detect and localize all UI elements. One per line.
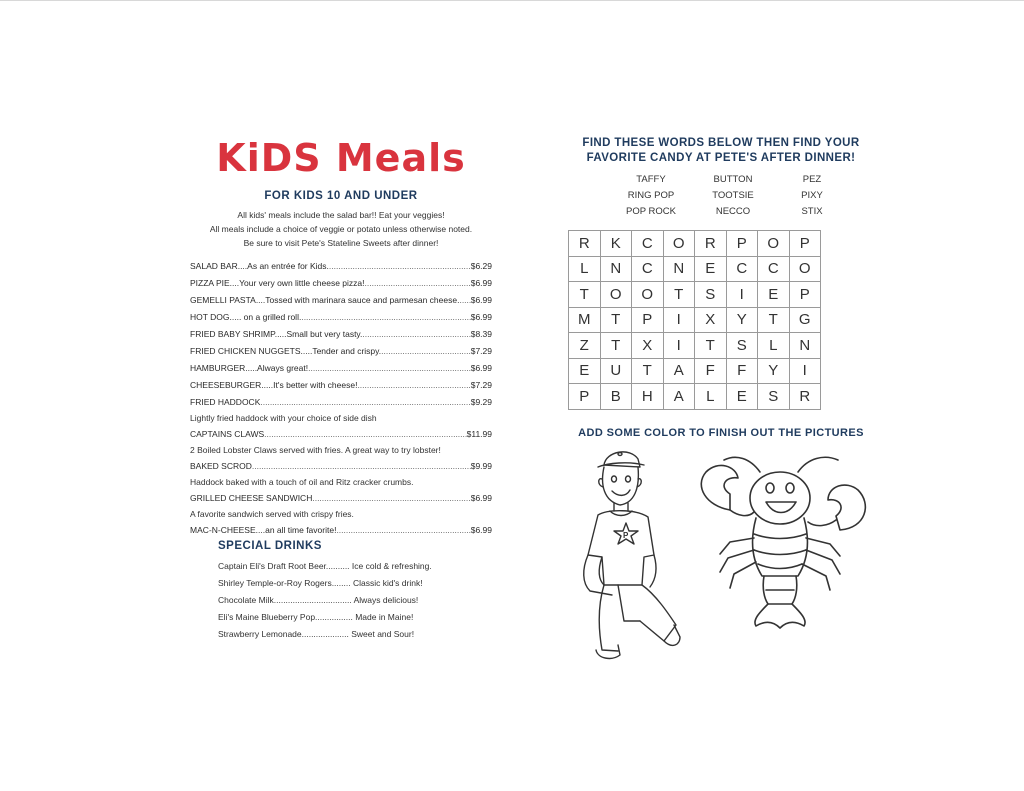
intro-text [190, 208, 492, 250]
grid-cell: A [663, 384, 695, 410]
grid-cell: Y [758, 358, 790, 384]
menu-item-description: 2 Boiled Lobster Claws served with fries. A great way to try lobster! [190, 445, 441, 455]
grid-cell: I [789, 358, 821, 384]
menu-item-description: A favorite sandwich served with crispy fries. [190, 509, 354, 519]
grid-row [569, 256, 821, 282]
intro-line: All meals include a choice of veggie or potato unless otherwise noted. [209, 224, 473, 234]
coloring-title: ADD SOME COLOR TO FINISH OUT THE PICTURES [578, 427, 864, 439]
search-word: STIX [801, 206, 823, 217]
grid-cell: T [600, 333, 632, 359]
drink-item: Shirley Temple-or-Roy Rogers........ Classic kid's drink! [218, 578, 423, 588]
grid-cell: E [758, 282, 790, 308]
menu-item [190, 394, 492, 411]
grid-cell: M [569, 307, 601, 333]
grid-cell: C [758, 256, 790, 282]
search-word: PIXY [801, 190, 823, 201]
grid-cell: C [726, 256, 758, 282]
grid-cell: P [789, 282, 821, 308]
grid-cell: T [695, 333, 727, 359]
grid-cell: X [632, 333, 664, 359]
grid-cell: I [663, 333, 695, 359]
menu-item [190, 377, 492, 394]
grid-cell: E [726, 384, 758, 410]
word-list [610, 172, 850, 220]
grid-cell: C [632, 231, 664, 257]
search-word: NECCO [715, 206, 751, 217]
menu-item-name: GRILLED CHEESE SANDWICH [190, 493, 313, 503]
menu-item-price: $9.29 [470, 397, 492, 407]
grid-cell: R [695, 231, 727, 257]
shirt-letter: P [623, 531, 629, 540]
menu-item-price: $11.99 [466, 429, 492, 439]
kids-meals-title: KiDS Meals [216, 136, 466, 180]
grid-cell: F [726, 358, 758, 384]
search-word: POP ROCK [626, 206, 676, 217]
drink-item: Captain Eli's Draft Root Beer.......... Ice cold & refreshing. [218, 561, 432, 571]
leader-dots [252, 458, 471, 475]
grid-cell: Y [726, 307, 758, 333]
lobster-coloring-picture [690, 450, 870, 640]
menu-item-price: $6.99 [470, 363, 492, 373]
menu-item-name: SALAD BAR....As an entrée for Kids. [190, 261, 329, 271]
menu-item-name: PIZZA PIE....Your very own little cheese pizza! [190, 278, 365, 288]
grid-cell: L [758, 333, 790, 359]
menu-item-name: GEMELLI PASTA....Tossed with marinara sauce and parmesan cheese. [190, 295, 460, 305]
grid-cell: U [600, 358, 632, 384]
leader-dots [301, 309, 470, 326]
grid-cell: O [600, 282, 632, 308]
grid-cell: I [726, 282, 758, 308]
word-search-title-line: FAVORITE CANDY AT PETE'S AFTER DINNER! [586, 152, 856, 164]
grid-cell: O [663, 231, 695, 257]
menu-item-price: $7.29 [470, 346, 492, 356]
menu-item-name: FRIED CHICKEN NUGGETS.....Tender and crispy. [190, 346, 382, 356]
grid-cell: N [663, 256, 695, 282]
menu-item-name: BAKED SCROD [190, 461, 252, 471]
menu-item-name: FRIED BABY SHRIMP.....Small but very tasty. [190, 329, 363, 339]
grid-cell: S [758, 384, 790, 410]
menu-item-price: $8.39 [470, 329, 492, 339]
menu-item-price: $6.99 [470, 295, 492, 305]
grid-row [569, 358, 821, 384]
intro-line: All kids' meals include the salad bar!! Eat your veggies! [237, 210, 445, 220]
menu-item [190, 275, 492, 292]
menu-item-name: MAC-N-CHEESE....an all time favorite! [190, 525, 337, 535]
word-search-title [568, 136, 874, 166]
grid-row [569, 282, 821, 308]
grid-cell: O [758, 231, 790, 257]
menu-item-name: CHEESEBURGER.....It's better with cheese! [190, 380, 358, 390]
leader-dots [308, 360, 471, 377]
age-subtitle: FOR KIDS 10 AND UNDER [264, 190, 418, 202]
leader-dots [336, 522, 470, 539]
grid-cell: C [632, 256, 664, 282]
grid-cell: A [663, 358, 695, 384]
menu-item [190, 458, 492, 475]
grid-cell: P [569, 384, 601, 410]
grid-cell: T [632, 358, 664, 384]
leader-dots [459, 292, 470, 309]
menu-item-name: CAPTAINS CLAWS [190, 429, 265, 439]
menu-item [190, 326, 492, 343]
grid-cell: R [789, 384, 821, 410]
grid-cell: E [695, 256, 727, 282]
grid-cell: S [695, 282, 727, 308]
menu-list [190, 258, 492, 539]
leader-dots [381, 343, 471, 360]
menu-item-price: $7.29 [470, 380, 492, 390]
search-word: PEZ [802, 174, 822, 185]
menu-item-name: HAMBURGER.....Always great! [190, 363, 309, 373]
menu-item [190, 292, 492, 309]
drink-list [218, 558, 478, 643]
leader-dots [260, 394, 470, 411]
menu-item [190, 258, 492, 275]
menu-item-description: Haddock baked with a touch of oil and Ritz cracker crumbs. [190, 477, 414, 487]
drink-item: Chocolate Milk................................. Always delicious! [218, 595, 419, 605]
grid-cell: I [663, 307, 695, 333]
grid-cell: P [632, 307, 664, 333]
drink-item: Strawberry Lemonade.................... Sweet and Sour! [218, 629, 415, 639]
menu-item-price: $6.99 [470, 278, 492, 288]
search-word: TAFFY [636, 174, 666, 185]
grid-cell: R [569, 231, 601, 257]
grid-row [569, 384, 821, 410]
grid-cell: H [632, 384, 664, 410]
menu-item [190, 309, 492, 326]
leader-dots [365, 275, 471, 292]
grid-cell: E [569, 358, 601, 384]
menu-item [190, 490, 492, 507]
menu-item-description: Lightly fried haddock with your choice of side dish [190, 413, 377, 423]
grid-cell: N [789, 333, 821, 359]
grid-cell: B [600, 384, 632, 410]
leader-dots [362, 326, 470, 343]
menu-item [190, 360, 492, 377]
menu-item [190, 343, 492, 360]
kids-meals-section [190, 130, 492, 539]
menu-item-price: $6.99 [470, 493, 492, 503]
menu-item-price: $6.99 [470, 525, 492, 535]
special-drinks-section [218, 540, 478, 643]
menu-item [190, 522, 492, 539]
boy-coloring-picture [568, 445, 688, 665]
special-drinks-title: SPECIAL DRINKS [218, 540, 322, 552]
menu-item-name: FRIED HADDOCK [190, 397, 261, 407]
leader-dots [264, 426, 466, 443]
grid-cell: O [632, 282, 664, 308]
grid-cell: L [695, 384, 727, 410]
grid-cell: P [726, 231, 758, 257]
intro-line: Be sure to visit Pete's Stateline Sweets after dinner! [243, 238, 439, 248]
drink-item: Eli's Maine Blueberry Pop................ Made in Maine! [218, 612, 414, 622]
grid-cell: F [695, 358, 727, 384]
grid-cell: L [569, 256, 601, 282]
grid-cell: T [600, 307, 632, 333]
word-search-title-line: FIND THESE WORDS BELOW THEN FIND YOUR [582, 137, 860, 149]
grid-cell: T [663, 282, 695, 308]
menu-item-name: HOT DOG..... on a grilled roll. [190, 312, 302, 322]
menu-item-price: $9.99 [470, 461, 492, 471]
leader-dots [312, 490, 470, 507]
word-search-grid [568, 230, 821, 410]
menu-item [190, 426, 492, 443]
search-word: TOOTSIE [712, 190, 754, 201]
grid-row [569, 333, 821, 359]
grid-row [569, 231, 821, 257]
menu-item-price: $6.99 [470, 312, 492, 322]
grid-cell: S [726, 333, 758, 359]
grid-cell: O [789, 256, 821, 282]
top-border [0, 0, 1024, 1]
grid-cell: G [789, 307, 821, 333]
grid-cell: X [695, 307, 727, 333]
grid-cell: N [600, 256, 632, 282]
leader-dots [357, 377, 470, 394]
leader-dots [329, 258, 471, 275]
grid-cell: T [569, 282, 601, 308]
menu-item-price: $6.29 [470, 261, 492, 271]
grid-cell: K [600, 231, 632, 257]
grid-cell: Z [569, 333, 601, 359]
search-word: BUTTON [713, 174, 753, 185]
grid-row [569, 307, 821, 333]
grid-cell: T [758, 307, 790, 333]
search-word: RING POP [627, 190, 675, 201]
grid-cell: P [789, 231, 821, 257]
